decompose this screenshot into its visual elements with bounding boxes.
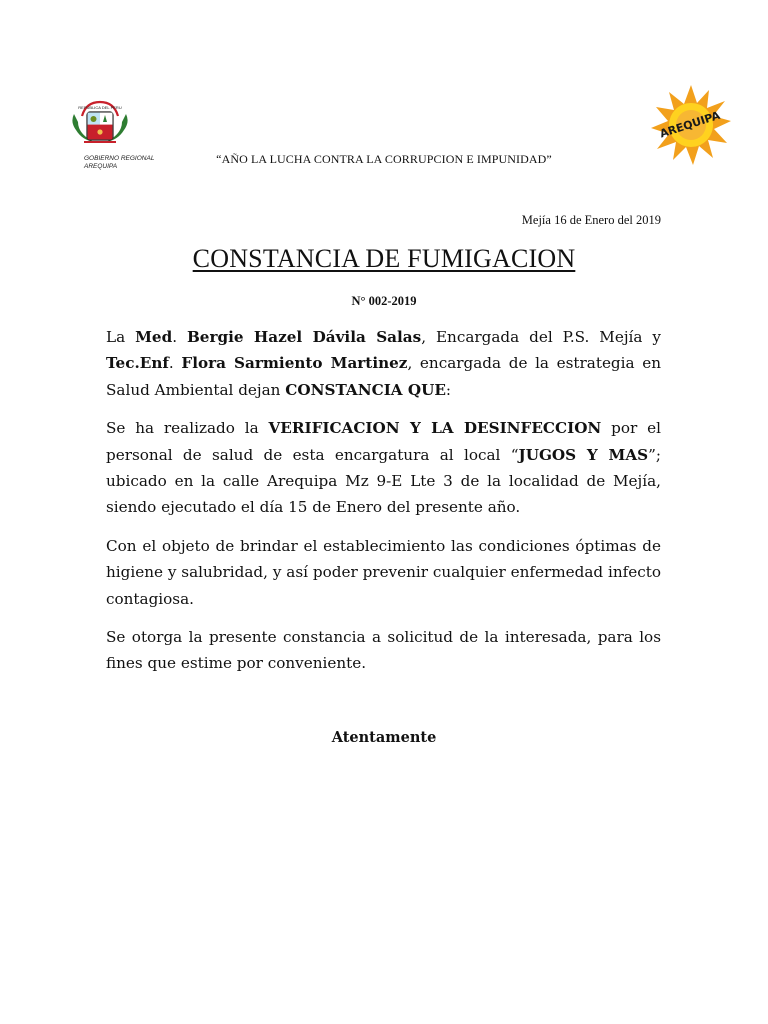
p1-bold-title-2: Tec.Enf [106, 354, 169, 373]
p2-text-1: Se ha realizado la [106, 419, 269, 438]
p1-text-4: . [168, 354, 182, 373]
p1-bold-name-1: Bergie Hazel Dávila Salas [186, 328, 422, 346]
p2-text-2: por el personal de salud de esta encargatura al local “ [106, 419, 661, 464]
p1-text-1: La [106, 328, 136, 346]
paragraph-3: Con el objeto de brindar el establecimiento las condiciones óptimas de higiene y salubridad, y así poder prevenir cualquier enfermedad infecto contagiosa. [106, 536, 661, 608]
p1-text-2: . [172, 328, 187, 346]
p1-bold-title-1: Med [135, 328, 173, 346]
crest-text: REPUBLICA DEL PERU [78, 105, 122, 110]
date-line: Mejía 16 de Enero del 2019 [521, 213, 661, 227]
p1-text-3: , Encargada del P.S. Mejía y [421, 328, 661, 346]
closing-salutation: Atentamente [331, 729, 437, 746]
p1-bold-constancia: CONSTANCIA QUE [285, 380, 446, 399]
document-body [106, 324, 661, 689]
paragraph-4: Se otorga la presente constancia a solicitud de la interesada, para los fines que estime por conveniente. [106, 628, 661, 673]
year-motto: “AÑO LA LUCHA CONTRA LA CORRUPCION E IMPUNIDAD” [216, 152, 552, 166]
p1-text-6: : [445, 380, 452, 399]
paragraph-1 [106, 324, 661, 403]
logo-text: AREQUIPA [658, 108, 722, 141]
p1-text-5: , encargada de la estrategia en Salud Ambiental dejan [106, 354, 661, 399]
document-title: CONSTANCIA DE FUMIGACION [192, 244, 576, 273]
document-number: N° 002-2019 [351, 294, 417, 308]
p2-text-3: ”; ubicado en la calle Arequipa Mz 9-E Lte 3 de la localidad de Mejía, siendo ejecutado el día 15 de Enero del presente año. [106, 445, 661, 517]
gov-label-line2: AREQUIPA [84, 163, 118, 170]
p2-bold-verificacion: VERIFICACION Y LA DESINFECCION [268, 419, 602, 438]
gobierno-regional-crest-icon [68, 96, 132, 148]
gov-label-line1: GOBIERNO REGIONAL [84, 155, 155, 162]
p2-bold-local-name: JUGOS Y MAS [518, 445, 649, 464]
paragraph-2 [106, 415, 661, 521]
p1-bold-name-2: Flora Sarmiento Martinez [181, 354, 408, 373]
